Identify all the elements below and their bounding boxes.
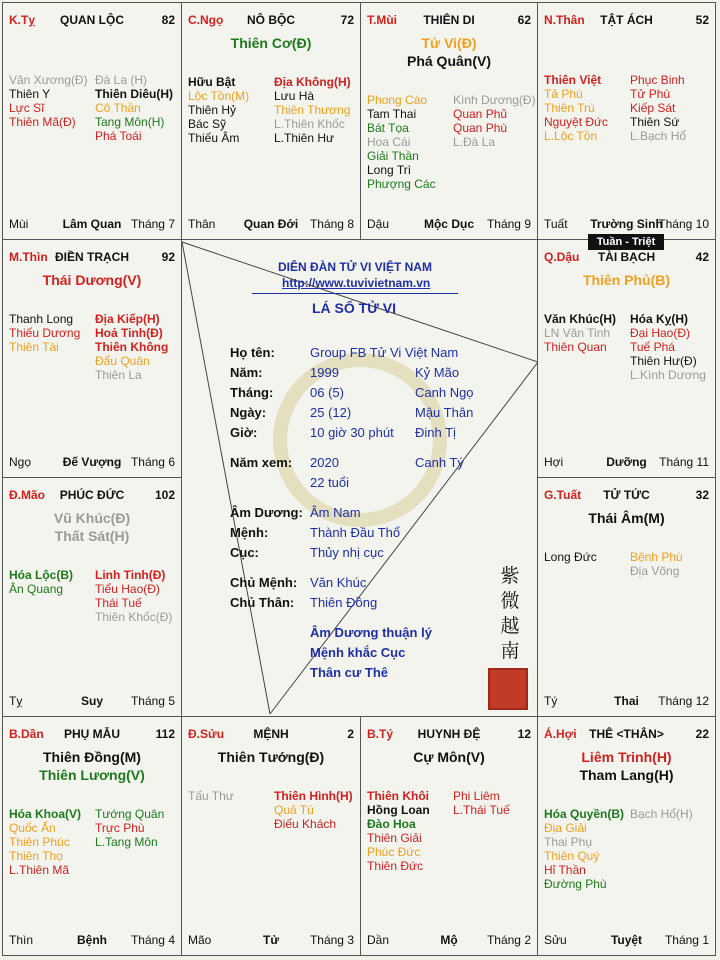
tuan-triet-tag: Tuần - Triệt [588, 234, 664, 250]
cell-huynh-de [360, 716, 538, 956]
stars-right [95, 807, 164, 849]
palace-age: 32 [695, 488, 709, 502]
cell-footer [544, 455, 709, 469]
stars-left [544, 550, 597, 564]
main-star: Thiên Phủ(B) [582, 272, 671, 288]
forum-name: DIỄN ĐÀN TỬ VI VIỆT NAM [278, 260, 432, 274]
stars-left [9, 312, 80, 354]
main-star: Thiên Đồng(M) [43, 749, 141, 765]
namxem-value: 2020 [310, 455, 339, 470]
stars-left [544, 73, 608, 143]
palace-age: 42 [695, 250, 709, 264]
vertical-calligraphy [498, 564, 522, 664]
cell-footer [9, 694, 175, 708]
info-value: Thành Đầu Thổ [310, 525, 401, 540]
star-item: Quốc Ấn [9, 821, 56, 835]
footer-stage: Bệnh [77, 933, 107, 947]
star-item: Điếu Khách [274, 817, 337, 831]
info-value: 25 (12) [310, 405, 352, 420]
star-item: Quan Phù [453, 121, 508, 135]
star-item: Thiên Hình(H) [274, 789, 353, 803]
star-item: Lực Sĩ [9, 101, 45, 115]
stars-right [630, 312, 706, 382]
footer-branch: Tý [544, 694, 558, 708]
footer-branch: Tỵ [9, 694, 23, 708]
star-item: Phúc Đức [367, 845, 421, 859]
info-label: Họ tên: [230, 345, 275, 360]
star-item: L.Kình Dương [630, 368, 706, 382]
stars-right [630, 807, 693, 821]
star-item: Thiên Đức [367, 859, 424, 873]
calligraphy-char: 南 [500, 640, 520, 662]
star-item: Thiên Giải [367, 831, 422, 845]
star-item: Đẩu Quân [95, 354, 150, 368]
star-item: Địa Kiếp(H) [95, 312, 160, 326]
palace-name: PHÚC ĐỨC [59, 488, 125, 502]
star-item: Thiên Thương [274, 103, 351, 117]
star-item: Thiên La [95, 368, 142, 382]
cell-footer [367, 217, 531, 231]
footer-stage: Lâm Quan [62, 217, 122, 231]
stars-right [95, 312, 168, 382]
palace-name: NÔ BỘC [247, 13, 295, 27]
can-chi: G.Tuất [544, 488, 582, 502]
star-item: Hữu Bật [188, 75, 236, 89]
footer-stage: Mộ [440, 933, 458, 947]
star-item: Phi Liêm [453, 789, 500, 803]
can-chi: T.Mùi [367, 13, 397, 27]
cell-header [544, 488, 709, 504]
cell-header [544, 250, 709, 266]
star-item: Thiên Tài [9, 340, 59, 354]
star-item: Hỉ Thần [544, 863, 586, 877]
star-item: Thiên Quan [544, 340, 607, 354]
footer-month: Tháng 9 [486, 217, 531, 231]
main-star: Liêm Trinh(H) [581, 749, 672, 765]
footer-branch: Mùi [9, 217, 29, 231]
cell-header [188, 13, 354, 29]
star-item: L.Bạch Hổ [630, 129, 687, 143]
star-item: Hóa Quyền(B) [544, 807, 625, 821]
star-item: L.Thiên Mã [9, 863, 70, 877]
star-item: Thiên Phúc [9, 835, 70, 849]
cell-no-boc [181, 2, 361, 240]
star-item: Đường Phù [544, 877, 607, 891]
star-item: Thiên Việt [544, 73, 602, 87]
star-item: Đào Hoa [367, 817, 416, 831]
main-star: Cự Môn(V) [413, 749, 485, 765]
star-item: Thiếu Dương [9, 326, 81, 340]
cell-footer [544, 217, 709, 231]
star-item: LN Văn Tinh [544, 326, 611, 340]
info-value: 1999 [310, 365, 339, 380]
star-item: Quả Tú [274, 803, 314, 817]
footer-branch: Ngọ [9, 455, 32, 469]
stars-right [630, 550, 683, 578]
can-chi: K.Tỵ [9, 13, 36, 27]
star-item: Linh Tinh(Đ) [95, 568, 166, 582]
palace-name: PHỤ MẪU [64, 727, 120, 741]
stars-left [188, 789, 234, 803]
footer-branch: Mão [188, 933, 212, 947]
palace-name: TÀI BẠCH [597, 250, 656, 264]
info-value: Âm Nam [310, 505, 361, 520]
star-item: Hoa Cái [367, 135, 411, 149]
star-item: Đà La (H) [95, 73, 148, 87]
footer-month: Tháng 1 [664, 933, 709, 947]
forum-url[interactable]: http://www.tuvivietnam.vn [282, 276, 431, 290]
cell-header [9, 488, 175, 504]
star-item: Tang Môn(H) [95, 115, 165, 129]
star-item: Trực Phù [95, 821, 145, 835]
footer-month: Tháng 8 [309, 217, 354, 231]
cell-menh [181, 716, 361, 956]
info-value: Văn Khúc [310, 575, 367, 590]
stars-right [630, 73, 686, 143]
cell-tu-tuc [537, 477, 716, 717]
main-star: Phá Quân(V) [406, 53, 491, 69]
star-item: Văn Xương(Đ) [9, 73, 88, 87]
star-item: Long Trì [367, 163, 412, 177]
main-star: Tử Vi(Đ) [421, 35, 477, 51]
footer-branch: Hợi [544, 455, 564, 469]
star-item: Địa Giải [544, 821, 587, 835]
star-item: Địa Không(H) [274, 75, 351, 89]
can-chi: Đ.Mão [9, 488, 45, 502]
star-item: Giải Thần [367, 149, 419, 163]
palace-name: ĐIỀN TRẠCH [55, 250, 129, 264]
stars-left [188, 75, 249, 145]
star-item: Kình Dương(Đ) [453, 93, 536, 107]
stars-left [367, 93, 436, 191]
info-label: Năm: [230, 365, 263, 380]
star-item: Thiên Diêu(H) [95, 87, 173, 101]
palace-age: 102 [154, 488, 175, 502]
stars-left [544, 312, 616, 354]
info-can-chi: Mậu Thân [415, 405, 474, 420]
info-label: Tháng: [230, 385, 274, 400]
star-item: Nguyệt Đức [544, 115, 609, 129]
main-star: Thái Dương(V) [42, 272, 142, 288]
calligraphy-char: 微 [500, 590, 520, 612]
star-item: Bát Tọa [367, 121, 409, 135]
info-label: Cục: [230, 545, 259, 560]
footer-branch: Thìn [9, 933, 34, 947]
palace-age: 62 [517, 13, 531, 27]
stars-left [9, 807, 81, 877]
star-item: Thiên Khốc(Đ) [95, 610, 173, 624]
footer-branch: Dậu [367, 217, 390, 231]
cell-header [544, 727, 709, 743]
footer-branch: Sửu [544, 933, 567, 947]
cell-footer [9, 217, 175, 231]
calligraphy-char: 越 [500, 615, 520, 637]
footer-branch: Thân [188, 217, 216, 231]
star-item: Tướng Quân [95, 807, 165, 821]
star-item: Hoả Tinh(Đ) [95, 326, 163, 340]
cell-phu-mau [2, 716, 182, 956]
stars-right [453, 93, 536, 149]
info-can-chi: Kỷ Mão [415, 365, 460, 380]
star-item: Thiên Sứ [630, 115, 680, 129]
star-item: L.Thiên Khốc [274, 117, 345, 131]
star-item: Tấu Thư [188, 789, 234, 803]
footer-stage: Đế Vượng [62, 455, 122, 469]
cell-tat-ach [537, 2, 716, 240]
info-label: Ngày: [230, 405, 267, 420]
star-item: Thiên Thọ [9, 849, 63, 863]
palace-age: 2 [347, 727, 354, 741]
star-item: Hóa Lộc(B) [9, 568, 73, 582]
star-item: Thiên Không [95, 340, 169, 354]
footer-month: Tháng 10 [658, 217, 709, 231]
star-item: Bạch Hổ(H) [630, 807, 693, 821]
star-item: Tử Phù [630, 87, 671, 101]
cell-dien-trach [2, 239, 182, 478]
cell-footer [9, 933, 175, 947]
footer-stage: Dưỡng [606, 455, 647, 469]
footer-stage: Trường Sinh [590, 217, 663, 231]
main-star: Thất Sát(H) [54, 528, 130, 544]
footer-month: Tháng 2 [486, 933, 531, 947]
palace-age: 82 [161, 13, 175, 27]
footer-branch: Tuất [544, 217, 568, 231]
star-item: L.Thiên Hư [274, 131, 335, 145]
footer-month: Tháng 5 [130, 694, 175, 708]
cell-header [9, 727, 175, 743]
can-chi: N.Thân [544, 13, 585, 27]
cell-footer [544, 933, 709, 947]
footer-month: Tháng 4 [130, 933, 175, 947]
cell-header [544, 13, 709, 29]
footer-stage: Tuyệt [610, 933, 643, 947]
stars-right [453, 789, 510, 817]
star-item: Cô Thần [95, 101, 141, 115]
cell-footer [367, 933, 531, 947]
stars-left [544, 807, 624, 891]
stars-right [274, 789, 353, 831]
star-item: Kiếp Sát [630, 101, 676, 115]
footer-month: Tháng 11 [659, 455, 709, 469]
palace-age: 52 [695, 13, 709, 27]
star-item: Phục Binh [630, 73, 685, 87]
cell-footer [9, 455, 175, 469]
star-item: Hóa Khoa(V) [9, 807, 81, 821]
star-item: L.Thái Tuế [453, 803, 510, 817]
cell-header [188, 727, 354, 743]
url-underline [252, 293, 458, 294]
cell-header [367, 727, 531, 743]
footer-stage: Suy [80, 694, 103, 708]
star-item: Long Đức [544, 550, 597, 564]
star-item: Quan Phủ [453, 107, 508, 121]
main-star: Thiên Lương(V) [39, 767, 145, 783]
info-can-chi: Canh Ngọ [415, 385, 474, 400]
info-label: Mệnh: [230, 525, 269, 540]
star-item: Địa Võng [630, 564, 680, 578]
calligraphy-char: 紫 [500, 565, 520, 587]
cell-quan-loc [2, 2, 182, 240]
palace-name: TỬ TỨC [603, 488, 650, 502]
palace-age: 22 [695, 727, 709, 741]
star-item: Thiên Trù [544, 101, 595, 115]
footer-stage: Thai [614, 694, 639, 708]
star-item: Văn Khúc(H) [544, 312, 616, 326]
star-item: Thiên Hư(Đ) [630, 354, 697, 368]
stars-right [274, 75, 351, 145]
palace-name: MỆNH [253, 727, 289, 741]
footer-month: Tháng 7 [130, 217, 175, 231]
star-item: Lưu Hà [274, 89, 315, 103]
palace-age: 112 [155, 727, 175, 741]
info-label: Âm Dương: [230, 505, 303, 520]
cell-the-than [537, 716, 716, 956]
line-left [182, 242, 270, 714]
red-seal-stamp [488, 668, 528, 710]
namxem-can: Canh Tý [415, 455, 464, 470]
cell-phuc-duc [2, 477, 182, 717]
can-chi: C.Ngọ [188, 13, 224, 27]
can-chi: B.Dần [9, 727, 44, 741]
info-value: 10 giờ 30 phút [310, 425, 394, 440]
footer-stage: Quan Đới [243, 217, 299, 231]
main-star: Tham Lang(H) [579, 767, 674, 783]
stars-left [9, 568, 73, 596]
palace-name: TẬT ÁCH [600, 13, 653, 27]
can-chi: Á.Hợi [544, 727, 577, 741]
watermark-ring [280, 360, 440, 520]
star-item: Bệnh Phù [630, 550, 683, 564]
info-label: Chủ Mệnh: [230, 575, 298, 590]
cell-tai-bach [537, 239, 716, 478]
note-line: Âm Dương thuận lý [310, 625, 432, 640]
namxem-label: Năm xem: [230, 455, 293, 470]
note-line: Thân cư Thê [310, 665, 389, 680]
tuoi-value: 22 tuổi [310, 475, 350, 490]
star-item: Tam Thai [367, 107, 417, 121]
star-item: Phong Cáo [367, 93, 428, 107]
footer-month: Tháng 12 [658, 694, 709, 708]
cell-header [367, 13, 531, 29]
note-line: Mệnh khắc Cục [310, 645, 406, 660]
stars-left [9, 73, 88, 129]
star-item: L.Tang Môn [95, 835, 158, 849]
cell-footer [544, 694, 709, 708]
star-item: Thái Tuế [95, 596, 142, 610]
star-item: Thai Phụ [544, 835, 593, 849]
cell-footer [188, 217, 354, 231]
cell-footer [188, 933, 354, 947]
star-item: Ân Quang [9, 582, 64, 596]
star-item: Phá Toái [95, 129, 142, 143]
palace-age: 92 [161, 250, 175, 264]
info-label: Giờ: [230, 425, 258, 440]
footer-stage: Mộc Dục [423, 217, 474, 231]
main-star: Thiên Cơ(Đ) [230, 35, 312, 51]
footer-branch: Dần [367, 933, 390, 947]
can-chi: Q.Dậu [544, 250, 580, 264]
main-star: Thiên Tướng(Đ) [217, 749, 325, 765]
star-item: Bác Sỹ [188, 117, 227, 131]
star-item: Thiên Khôi [367, 789, 429, 803]
palace-name: QUAN LỘC [60, 13, 124, 27]
star-item: Tả Phù [544, 87, 583, 101]
info-value: Thiên Đồng [310, 595, 378, 610]
star-item: Lộc Tồn(M) [188, 89, 250, 103]
can-chi: Đ.Sửu [188, 727, 225, 741]
footer-stage: Tử [262, 933, 280, 947]
star-item: Thiên Y [9, 87, 51, 101]
star-item: Thiên Mã(Đ) [9, 115, 76, 129]
info-label: Chủ Thân: [230, 595, 295, 610]
palace-age: 72 [340, 13, 354, 27]
stars-right [95, 73, 173, 143]
main-star: Vũ Khúc(Đ) [53, 510, 131, 526]
palace-name: THIÊN DI [423, 13, 475, 27]
cell-header [9, 250, 175, 266]
star-item: Đại Hao(Đ) [630, 326, 691, 340]
palace-name: HUYNH ĐỆ [417, 727, 481, 741]
star-item: Phượng Các [367, 177, 436, 191]
can-chi: B.Tý [367, 727, 394, 741]
star-item: Thiên Quý [544, 849, 600, 863]
cell-header [9, 13, 175, 29]
footer-month: Tháng 6 [130, 455, 175, 469]
info-value: Group FB Tử Vi Việt Nam [310, 345, 459, 360]
info-value: Thủy nhị cục [310, 545, 384, 560]
star-item: Tuế Phá [630, 340, 675, 354]
palace-name: THÊ <THÂN> [589, 727, 664, 741]
can-chi: M.Thìn [9, 250, 48, 264]
star-item: Thiếu Âm [188, 131, 240, 145]
star-item: Thiên Hỷ [188, 103, 237, 117]
main-star: Thái Âm(M) [588, 510, 665, 526]
footer-month: Tháng 3 [309, 933, 354, 947]
star-item: Hóa Kỵ(H) [630, 312, 689, 326]
info-value: 06 (5) [310, 385, 344, 400]
palace-age: 12 [517, 727, 531, 741]
chart-title: LÁ SỐ TỬ VI [312, 300, 396, 316]
stars-right [95, 568, 172, 624]
star-item: Thanh Long [9, 312, 74, 326]
star-item: L.Đà La [453, 135, 496, 149]
info-can-chi: Đinh Tị [415, 425, 456, 440]
star-item: L.Lộc Tồn [544, 129, 598, 143]
star-item: Hồng Loan [367, 803, 430, 817]
cell-thien-di [360, 2, 538, 240]
stars-left [367, 789, 430, 873]
star-item: Tiểu Hao(Đ) [95, 582, 160, 596]
